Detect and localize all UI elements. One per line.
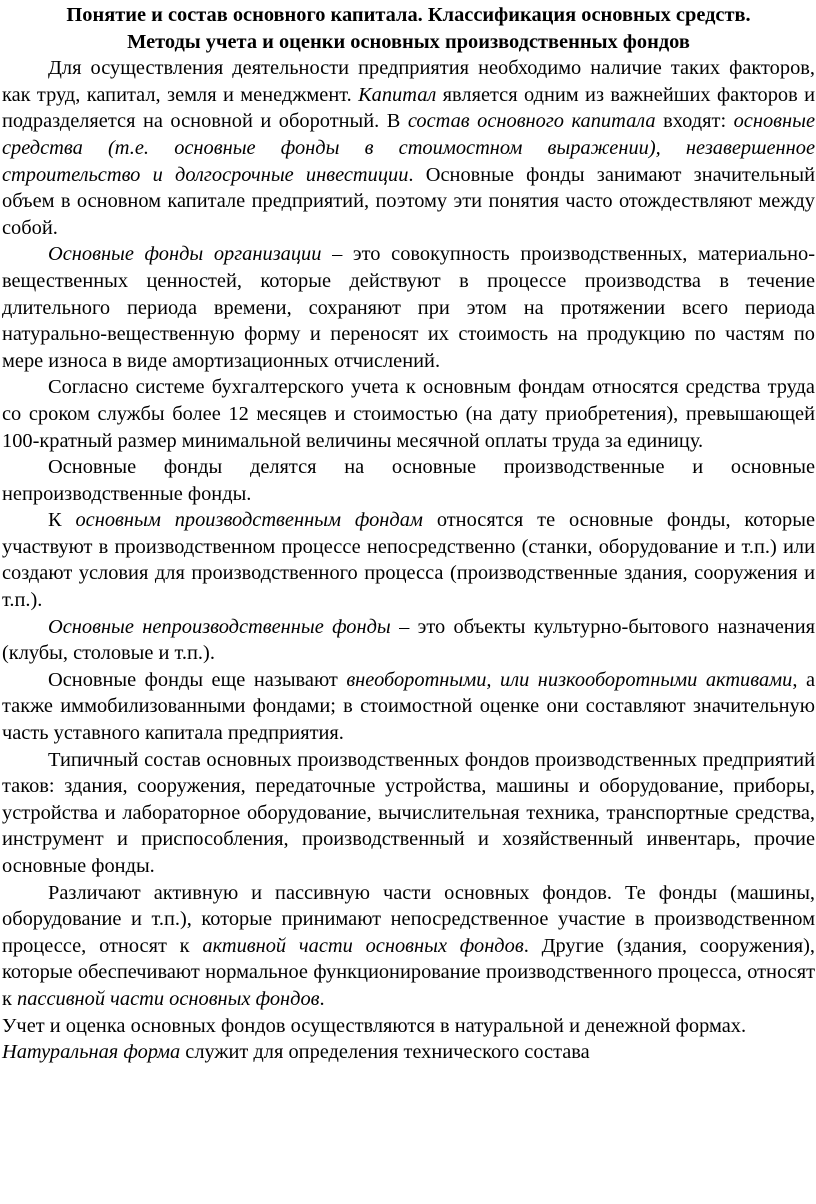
text-run: Согласно системе бухгалтерского учета к основным фондам относятся средства труда со сроком службы более 12 месяцев и стоимостью (на дату приобретения), превышающей 100-кратный размер минимальной величины месячной оплаты труда за единицу. (2, 376, 815, 452)
paragraph (2, 747, 815, 880)
document-body (2, 55, 815, 1066)
text-run: . Другие (здания, сооружения), которые обеспечивают нормальное функционирование производственного процесса, относят к (2, 934, 815, 1010)
text-run: К (48, 509, 76, 532)
paragraph (2, 614, 815, 667)
italic-term: внеоборотными, или низкооборотными активами (346, 668, 793, 691)
italic-term: Основные непроизводственные фонды (48, 615, 391, 638)
text-run: , а также иммобилизованными фондами; в стоимостной оценке они составляют значительную часть уставного капитала предприятия. (2, 668, 815, 745)
text-run: . Основные фонды занимают значительный объем в основном капитале предприятий, поэтому эти понятия часто отождествляют между собой. (2, 163, 815, 239)
italic-term: Капитал (358, 83, 437, 106)
italic-term: пассивной части основных фондов (17, 987, 320, 1010)
italic-term: активной части основных фондов (202, 934, 524, 957)
text-run: . (319, 987, 325, 1010)
italic-term: Натуральная форма (2, 1041, 181, 1064)
italic-term: основным производственным фондам (75, 509, 423, 532)
text-run: Различают активную и пассивную части основных фондов. Те фонды (машины, оборудование и т.п.), которые принимают непосредственное участие в производственном процессе, относят к (2, 881, 815, 957)
text-run: Для осуществления деятельности предприятия необходимо наличие таких факторов, как труд, капитал, земля и менеджмент. (2, 57, 815, 106)
title-line-2: Методы учета и оценки основных производственных фондов (127, 30, 690, 53)
text-run: является одним из важнейших факторов и подразделяется на основной и оборотный. В (2, 83, 816, 133)
paragraph (2, 454, 815, 507)
title-line-1: Понятие и состав основного капитала. Классификация основных средств. (66, 4, 751, 26)
document-title (2, 2, 815, 55)
italic-term: состав основного капитала (407, 110, 656, 133)
text-run: Типичный состав основных производственных фондов производственных предприятий таков: здания, сооружения, передаточные устройства, машины и оборудование, приборы, устройства и лабораторное оборудование, вычислительная техника, транспортные средства, инструмент и приспособления, производственный и хозяйственный инвентарь, прочие основные фонды. (2, 748, 815, 877)
paragraph (2, 374, 815, 454)
text-run: входят: (655, 110, 734, 133)
paragraph (2, 55, 815, 241)
text-run: служит для определения технического состава (180, 1041, 590, 1064)
text-run: – это объекты культурно-бытового назначения (клубы, столовые и т.п.). (2, 615, 815, 665)
text-run: относятся те основные фонды, которые участвуют в производственном процессе непосредственно (станки, оборудование и т.п.) или создают условия для производственного процесса (производственные здания, сооружения и т.п.). (2, 509, 815, 612)
text-run: Основные фонды делятся на основные производственные и основные непроизводственные фонды. (2, 456, 815, 505)
italic-term: основные средства (т.е. основные фонды в стоимостном выражении), незавершенное строительство и долгосрочные инвестиции (2, 110, 815, 186)
text-run: Учет и оценка основных фондов осуществляются в натуральной и денежной формах. (2, 1014, 747, 1037)
paragraph-tail (2, 1013, 815, 1066)
text-run: – это совокупность производственных, материально-вещественных ценностей, которые действуют в процессе производства в течение длительного периода времени, сохраняют при этом на протяжении всего периода натурально-вещественную форму и переносят их стоимость на продукцию по частям по мере износа в виде амортизационных отчислений. (2, 243, 815, 372)
text-run: Основные фонды еще называют (48, 668, 347, 691)
paragraph (2, 667, 815, 747)
paragraph (2, 507, 815, 613)
italic-term: Основные фонды организации (48, 243, 322, 266)
paragraph (2, 241, 815, 374)
paragraph (2, 880, 815, 1013)
